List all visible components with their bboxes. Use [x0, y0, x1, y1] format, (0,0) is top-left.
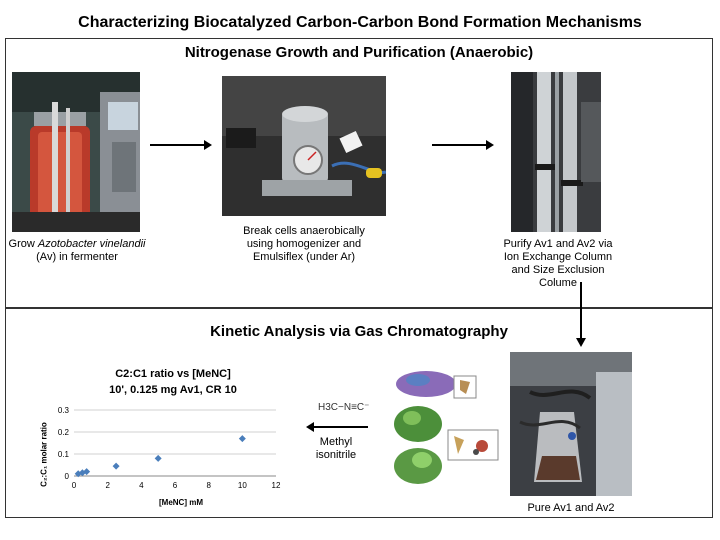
pure-protein-caption: Pure Av1 and Av2: [527, 502, 615, 514]
purification-caption: Purify Av1 and Av2 via Ion Exchange Column and Size Exclusion Colume: [503, 238, 613, 289]
fermenter-photo: [12, 72, 140, 232]
chart-xtick-label: 10: [237, 481, 247, 490]
chart-plot: [28, 362, 290, 512]
reagent-label: Methyl isonitrile: [315, 436, 357, 461]
chart-data-point: [239, 435, 246, 442]
chart-ytick-label: 0: [64, 472, 69, 481]
chart-xtick-label: 0: [71, 481, 77, 490]
homogenizer-caption: Break cells anaerobically using homogenizer and Emulsiflex (under Ar): [243, 225, 365, 263]
chart-xtick-label: 12: [271, 481, 281, 490]
kinetic-panel-title: Kinetic Analysis via Gas Chromatography: [210, 323, 508, 340]
chart-xtick-label: 4: [139, 481, 144, 490]
chart-ytick-label: 0.3: [57, 406, 69, 415]
chart-ylabel: C₂:C₁ molar ratio: [39, 422, 49, 487]
chart-xtick-label: 8: [206, 481, 211, 490]
chart-xlabel: [MeNC] mM: [159, 498, 203, 507]
pure-protein-photo: [510, 352, 632, 496]
arrow-right-icon: [432, 138, 494, 152]
column-photo: [511, 72, 601, 232]
fermenter-caption: Grow Azotobacter vinelandii (Av) in fermenter: [8, 238, 146, 263]
arrow-right-icon: [150, 138, 212, 152]
chart-subtitle: 10', 0.125 mg Av1, CR 10: [109, 384, 237, 396]
chart-ytick-label: 0.1: [57, 450, 69, 459]
chart-data-point: [155, 455, 162, 462]
chart-xtick-label: 2: [105, 481, 110, 490]
methyl-isonitrile-formula: H3C−N≡C⁻: [318, 402, 370, 413]
chart-xtick-label: 6: [172, 481, 178, 490]
chart-ytick-label: 0.2: [57, 428, 69, 437]
arrow-left-icon: [306, 420, 368, 434]
ratio-chart: [28, 362, 290, 512]
chart-title: C2:C1 ratio vs [MeNC]: [115, 368, 231, 380]
protein-structure-image: [392, 366, 504, 494]
chart-data-point: [113, 463, 120, 470]
growth-panel-title: Nitrogenase Growth and Purification (Anaerobic): [184, 44, 534, 61]
homogenizer-photo: [222, 76, 386, 216]
page-title: Characterizing Biocatalyzed Carbon-Carbon Bond Formation Mechanisms: [78, 14, 642, 31]
